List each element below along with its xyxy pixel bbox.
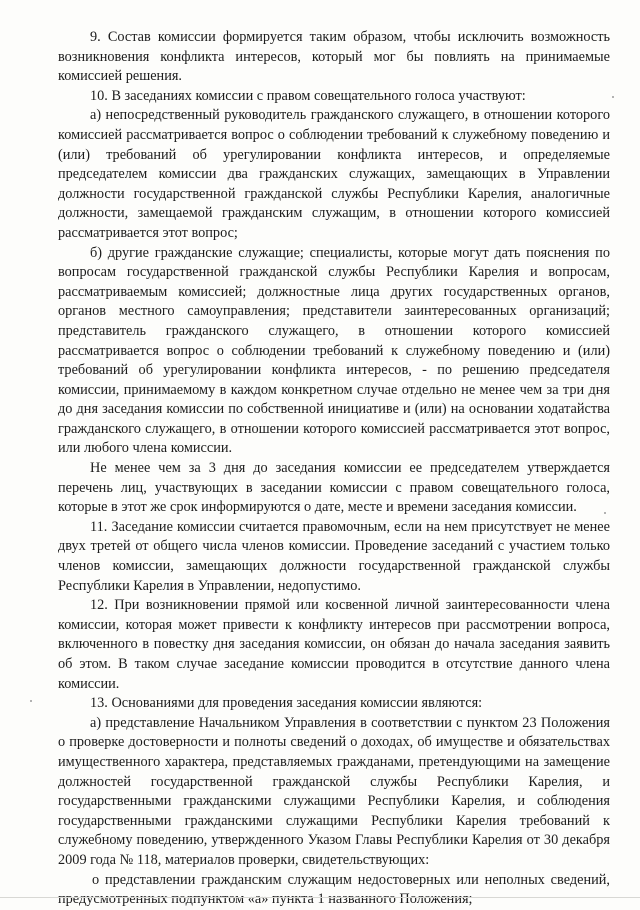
paragraph-10-a: а) непосредственный руководитель гражданского служащего, в отношении которого комиссией рассматривается вопрос о соблюдении требований к служебному поведению и (или) требований об урегулировании конфликта интересов, и определяемые председателем комиссии два гражданских служащих, замещающих в Управлении должности государственной гражданской службы Республики Карелия, аналогичные должности, замещаемой гражданским служащим, в отношении которого комиссией рассматривается этот вопрос; (58, 107, 610, 241)
scan-speck (30, 700, 32, 702)
paragraph-10-b: б) другие гражданские служащие; специалисты, которые могут дать пояснения по вопросам государственной гражданской службы Республики Карелия и вопросам, рассматриваемым комиссией; должностные лица других государственных органов, органов местного самоуправления; представители заинтересованных организаций; представитель гражданского служащего, в отношении которого комиссией рассматривается вопрос о соблюдении требований к служебному поведению и (или) требований об урегулировании конфликта интересов, - по решению председателя комиссии, принимаемому в каждом конкретном случае отдельно не менее чем за три дня до дня заседания комиссии по собственной инициативе и (или) на основании ходатайства гражданского служащего, в отношении которого комиссией рассматривается этот вопрос, или любого члена комиссии. (58, 244, 610, 457)
paragraph-13: 13. Основаниями для проведения заседания комиссии являются: (90, 695, 483, 712)
paragraph-10: 10. В заседаниях комиссии с правом совещательного голоса участвуют: (90, 87, 526, 104)
paragraph-11: 11. Заседание комиссии считается правомочным, если на нем присутствует не менее двух третей от общего числа членов комиссии. Проведение заседаний с участием только членов комиссии, замещающих должности государственной гражданской службы Республики Карелия в Управлении, недопустимо. (58, 518, 610, 594)
paragraph-13-a: а) представление Начальником Управления в соответствии с пунктом 23 Положения о проверке достоверности и полноты сведений о доходах, об имуществе и обязательствах имущественного характера, представляемых гражданами, претендующими на замещение должностей государственной гражданской службы Республики Карелия, и государственными гражданскими служащими Республики Карелия, и соблюдения государственными гражданскими служащими Республики Карелия требований к служебному поведению, утвержденного Указом Главы Республики Карелия от 30 декабря 2009 года № 118, материалов проверки, свидетельствующих: (58, 714, 610, 868)
scan-speck (604, 512, 606, 514)
scan-bottom-edge (0, 897, 640, 898)
paragraph-12: 12. При возникновении прямой или косвенной личной заинтересованности члена комиссии, которая может привести к конфликту интересов при рассмотрении вопроса, включенного в повестку дня заседания комиссии, он обязан до начала заседания заявить об этом. В таком случае заседание комиссии проводится в отсутствие данного члена комиссии. (58, 597, 610, 692)
scan-speck (612, 96, 614, 98)
paragraph-13-a-item: о представлении гражданским служащим недостоверных или неполных сведений, предусмотренных подпунктом «а» пункта 1 названного Положения; (58, 871, 610, 908)
paragraph-10-notice: Не менее чем за 3 дня до заседания комиссии ее председателем утверждается перечень лиц, участвующих в заседании комиссии с правом совещательного голоса, которые в этот же срок информируются о дате, месте и времени заседания комиссии. (58, 460, 610, 516)
paragraph-9: 9. Состав комиссии формируется таким образом, чтобы исключить возможность возникновения конфликта интересов, который мог бы повлиять на принимаемые комиссией решения. (58, 29, 610, 85)
